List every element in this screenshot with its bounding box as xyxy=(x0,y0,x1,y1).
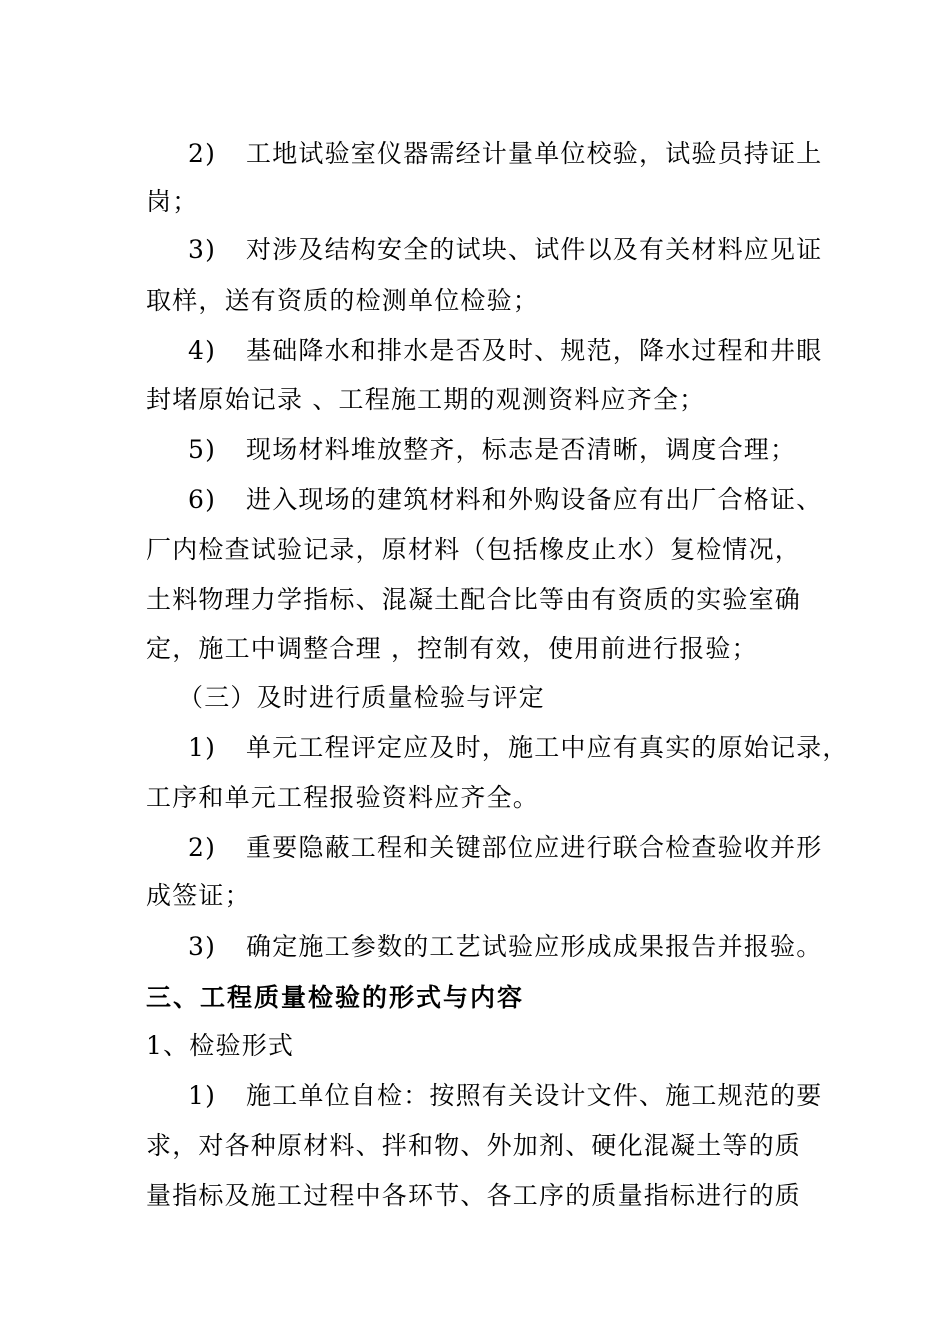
paragraph-line: 求，对各种原材料、拌和物、外加剂、硬化混凝土等的质 xyxy=(146,1131,802,1160)
item-text: 基础降水和排水是否及时、规范，降水过程和井眼 xyxy=(246,336,823,365)
item-number: 1) xyxy=(188,733,217,762)
subsection-heading: 1、检验形式 xyxy=(146,1031,295,1060)
paragraph-line: 岗； xyxy=(146,187,199,216)
section-heading: 三、工程质量检验的形式与内容 xyxy=(146,983,525,1012)
item-text: 对涉及结构安全的试块、试件以及有关材料应见证 xyxy=(246,235,823,264)
item-number: 3) xyxy=(188,932,217,961)
section-subheading: （三）及时进行质量检验与评定 xyxy=(178,683,545,712)
list-item xyxy=(188,335,888,367)
item-number: 3) xyxy=(188,235,217,264)
item-text: 工地试验室仪器需经计量单位校验，试验员持证上 xyxy=(246,139,823,168)
list-item xyxy=(188,484,888,516)
list-item xyxy=(188,1080,888,1112)
item-number: 2) xyxy=(188,833,217,862)
paragraph-line: 定，施工中调整合理 ，控制有效，使用前进行报验； xyxy=(146,634,758,663)
paragraph-line: 量指标及施工过程中各环节、各工序的质量指标进行的质 xyxy=(146,1181,802,1210)
item-text: 施工单位自检：按照有关设计文件、施工规范的要 xyxy=(246,1081,823,1110)
paragraph-line: 土料物理力学指标、混凝土配合比等由有资质的实验室确 xyxy=(146,585,802,614)
item-text: 进入现场的建筑材料和外购设备应有出厂合格证、 xyxy=(246,485,823,514)
item-text: 现场材料堆放整齐，标志是否清晰，调度合理； xyxy=(246,435,797,464)
item-text: 单元工程评定应及时，施工中应有真实的原始记录， xyxy=(246,733,849,762)
item-number: 4) xyxy=(188,336,217,365)
list-item xyxy=(188,931,888,963)
list-item xyxy=(188,732,888,764)
list-item xyxy=(188,434,888,466)
paragraph-line: 工序和单元工程报验资料应齐全。 xyxy=(146,783,540,812)
list-item xyxy=(188,832,888,864)
paragraph-line: 取样，送有资质的检测单位检验； xyxy=(146,286,540,315)
paragraph-line: 厂内检查试验记录，原材料（包括橡皮止水）复检情况， xyxy=(146,535,802,564)
item-number: 6) xyxy=(188,485,217,514)
item-number: 2) xyxy=(188,139,217,168)
item-number: 1) xyxy=(188,1081,217,1110)
item-text: 重要隐蔽工程和关键部位应进行联合检查验收并形 xyxy=(246,833,823,862)
item-text: 确定施工参数的工艺试验应形成成果报告并报验。 xyxy=(246,932,823,961)
item-number: 5) xyxy=(188,435,217,464)
list-item xyxy=(188,138,888,170)
list-item xyxy=(188,234,888,266)
paragraph-line: 成签证； xyxy=(146,881,251,910)
paragraph-line: 封堵原始记录 、工程施工期的观测资料应齐全； xyxy=(146,385,706,414)
